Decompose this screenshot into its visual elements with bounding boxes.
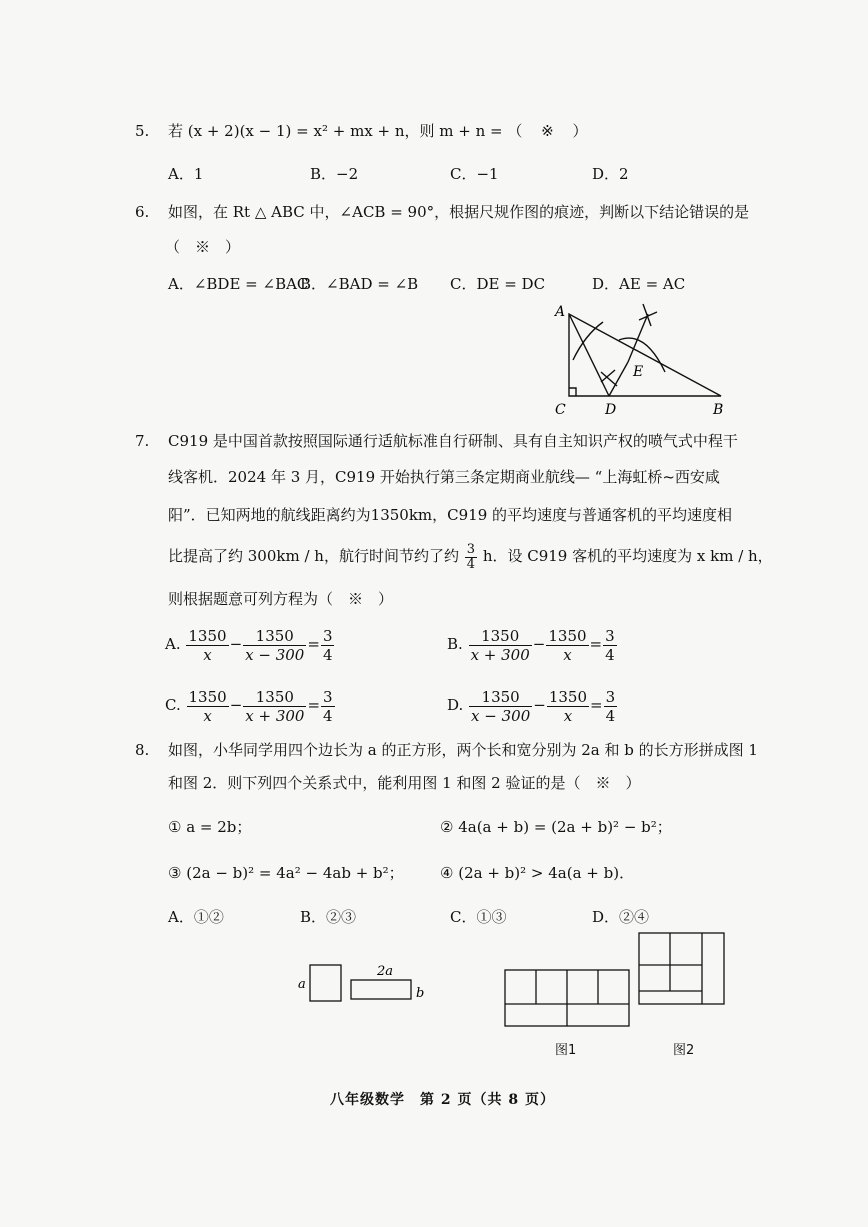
q5-option-d: D．2: [592, 165, 629, 183]
label-length-2a: 2a: [377, 964, 394, 979]
q5-option-c: C．−1: [450, 165, 499, 183]
q7-b-rn: 3: [605, 626, 615, 645]
triangle-abc: [569, 314, 721, 396]
q7-b-rd: 4: [605, 645, 615, 664]
q7-line-3: 阳”．已知两地的航线距离约为1350km，C919 的平均速度与普通客机的平均速度相: [168, 506, 733, 524]
q5-mark: ※: [541, 122, 554, 140]
q7-d-n2: 1350: [548, 687, 588, 706]
q7-d-d1: x − 300: [471, 706, 531, 725]
q6-option-c: C．DE = DC: [450, 275, 546, 293]
q7-c-rd: 4: [323, 706, 333, 725]
q7-option-label: C.: [165, 696, 181, 714]
q6-triangle-figure: [545, 300, 735, 420]
q7-option-a: A. $\frac{1350}{x}$ − $\frac{1350}{x - 300}$ = $\frac{3}{4}$: [165, 626, 333, 664]
q8-line-2: 和图 2．则下列四个关系式中，能利用图 1 和图 2 验证的是（ ※ ）: [168, 774, 641, 792]
q7-line-1: C919 是中国首款按照国际通行适航标准自行研制、具有自主知识产权的喷气式中程干: [168, 432, 738, 450]
q6-option-d: D．AE = AC: [592, 275, 686, 293]
q8-option-d: D．②④: [592, 908, 650, 926]
q7-c-n1: 1350: [188, 687, 227, 706]
q8-option-c: C．①③: [450, 908, 507, 926]
q5-number: 5.: [135, 122, 150, 140]
q7-b-n1: 1350: [469, 627, 532, 646]
right-angle-mark: [569, 388, 576, 396]
q8-relation-4: ④ (2a + b)² > 4a(a + b)．: [440, 864, 635, 882]
q7-time-fraction: [465, 543, 477, 572]
figure-1-caption: 图1: [555, 1043, 577, 1058]
q8-option-a: A．①②: [168, 908, 224, 926]
q7-b-n2: 1350: [548, 626, 587, 645]
q8-pieces-figure: [290, 950, 440, 1010]
q7-line-2: 线客机．2024 年 3 月，C919 开始执行第三条定期商业航线— “上海虹桥~西安咸: [168, 468, 720, 486]
q7-c-d1: x: [203, 706, 212, 725]
q7-option-b: B. $\frac{1350}{x + 300}$ − $\frac{1350}{x}$ = $\frac{3}{4}$: [447, 626, 615, 664]
q7-option-c: C. $\frac{1350}{x}$ − $\frac{1350}{x + 300}$ = $\frac{3}{4}$: [165, 687, 333, 725]
q8-line-1: 如图，小华同学用四个边长为 a 的正方形，两个长和宽分别为 2a 和 b 的长方形拼成图 1: [168, 741, 758, 759]
q8-figure-2: [636, 930, 728, 1008]
q7-number: 7.: [135, 432, 150, 450]
label-width-b: b: [416, 986, 425, 1001]
q5-option-a: A．1: [168, 165, 204, 183]
q7-line-4: [168, 536, 773, 576]
q7-a-d2: x − 300: [245, 645, 305, 664]
q8-relation-3: ③ (2a − b)² = 4a² − 4ab + b²；: [168, 864, 404, 882]
page-footer: 八年级数学 第 2 页（共 8 页）: [330, 1092, 555, 1108]
q5-close: ）: [572, 122, 588, 140]
label-a: A: [555, 304, 566, 320]
cross-mark-1b: [601, 370, 615, 382]
q8-number: 8.: [135, 741, 150, 759]
q7-a-n2: 1350: [243, 627, 306, 646]
q7-c-rn: 3: [323, 687, 333, 706]
rectangle-piece: [351, 980, 411, 999]
q8-figure-1: [500, 965, 635, 1029]
q7-option-label: A.: [165, 635, 181, 653]
q8-option-b: B．②③: [300, 908, 357, 926]
label-c: C: [555, 402, 566, 418]
q5-stem: [168, 120, 588, 142]
q7-line-4-end: h．设 C919 客机的平均速度为 x km / h，: [482, 547, 773, 565]
q7-option-d: D. $\frac{1350}{x - 300}$ − $\frac{1350}{x}$ = $\frac{3}{4}$: [447, 687, 616, 725]
q7-b-d1: x + 300: [470, 645, 530, 664]
label-b: B: [713, 402, 724, 418]
figure-2-column-lines: [670, 933, 702, 1004]
q7-line-5: 则根据题意可列方程为（ ※ ）: [168, 590, 394, 608]
square-piece: [310, 965, 341, 1001]
q7-b-d2: x: [563, 645, 572, 664]
label-side-a: a: [298, 977, 306, 992]
q7-d-rd: 4: [605, 706, 616, 725]
label-d: D: [605, 402, 617, 418]
q6-option-b: B．∠BAD = ∠B: [300, 275, 419, 293]
q7-time-fraction-den: 4: [466, 556, 476, 572]
q7-d-rn: 3: [605, 687, 616, 706]
q7-a-rd: 4: [322, 645, 333, 664]
q7-line-4-start: 比提高了约 300km / h，航行时间节约了约: [168, 547, 459, 565]
q6-option-a: A．∠BDE = ∠BAC: [168, 275, 309, 293]
q6-number: 6.: [135, 203, 150, 221]
q8-relation-1: ① a = 2b；: [168, 818, 252, 836]
q7-d-n1: 1350: [469, 688, 532, 707]
q7-a-n1: 1350: [188, 626, 227, 645]
figure-2-outline: [639, 933, 724, 1004]
q7-option-label: B.: [447, 635, 463, 653]
q5-stem-text: 若 (x + 2)(x − 1) = x² + mx + n，则 m + n = （: [168, 122, 523, 140]
q7-c-n2: 1350: [243, 688, 306, 707]
q6-stem-mark: （ ※ ）: [165, 238, 241, 256]
q7-option-label: D.: [447, 696, 464, 714]
q7-a-rn: 3: [322, 626, 333, 645]
q7-c-d2: x + 300: [245, 706, 305, 725]
q8-relation-2: ② 4a(a + b) = (2a + b)² − b²；: [440, 818, 672, 836]
q7-time-fraction-num: 3: [466, 541, 476, 557]
figure-2-caption: 图2: [673, 1043, 695, 1058]
segment-de: [609, 362, 628, 396]
figure-1-grid-lines: [536, 970, 598, 1026]
q5-option-b: B．−2: [310, 165, 359, 183]
q7-a-d1: x: [203, 645, 212, 664]
q7-d-d2: x: [563, 706, 573, 725]
label-e: E: [633, 364, 644, 380]
q6-stem: 如图，在 Rt △ ABC 中，∠ACB = 90°，根据尺规作图的痕迹，判断以下结论错误的是: [168, 203, 750, 221]
